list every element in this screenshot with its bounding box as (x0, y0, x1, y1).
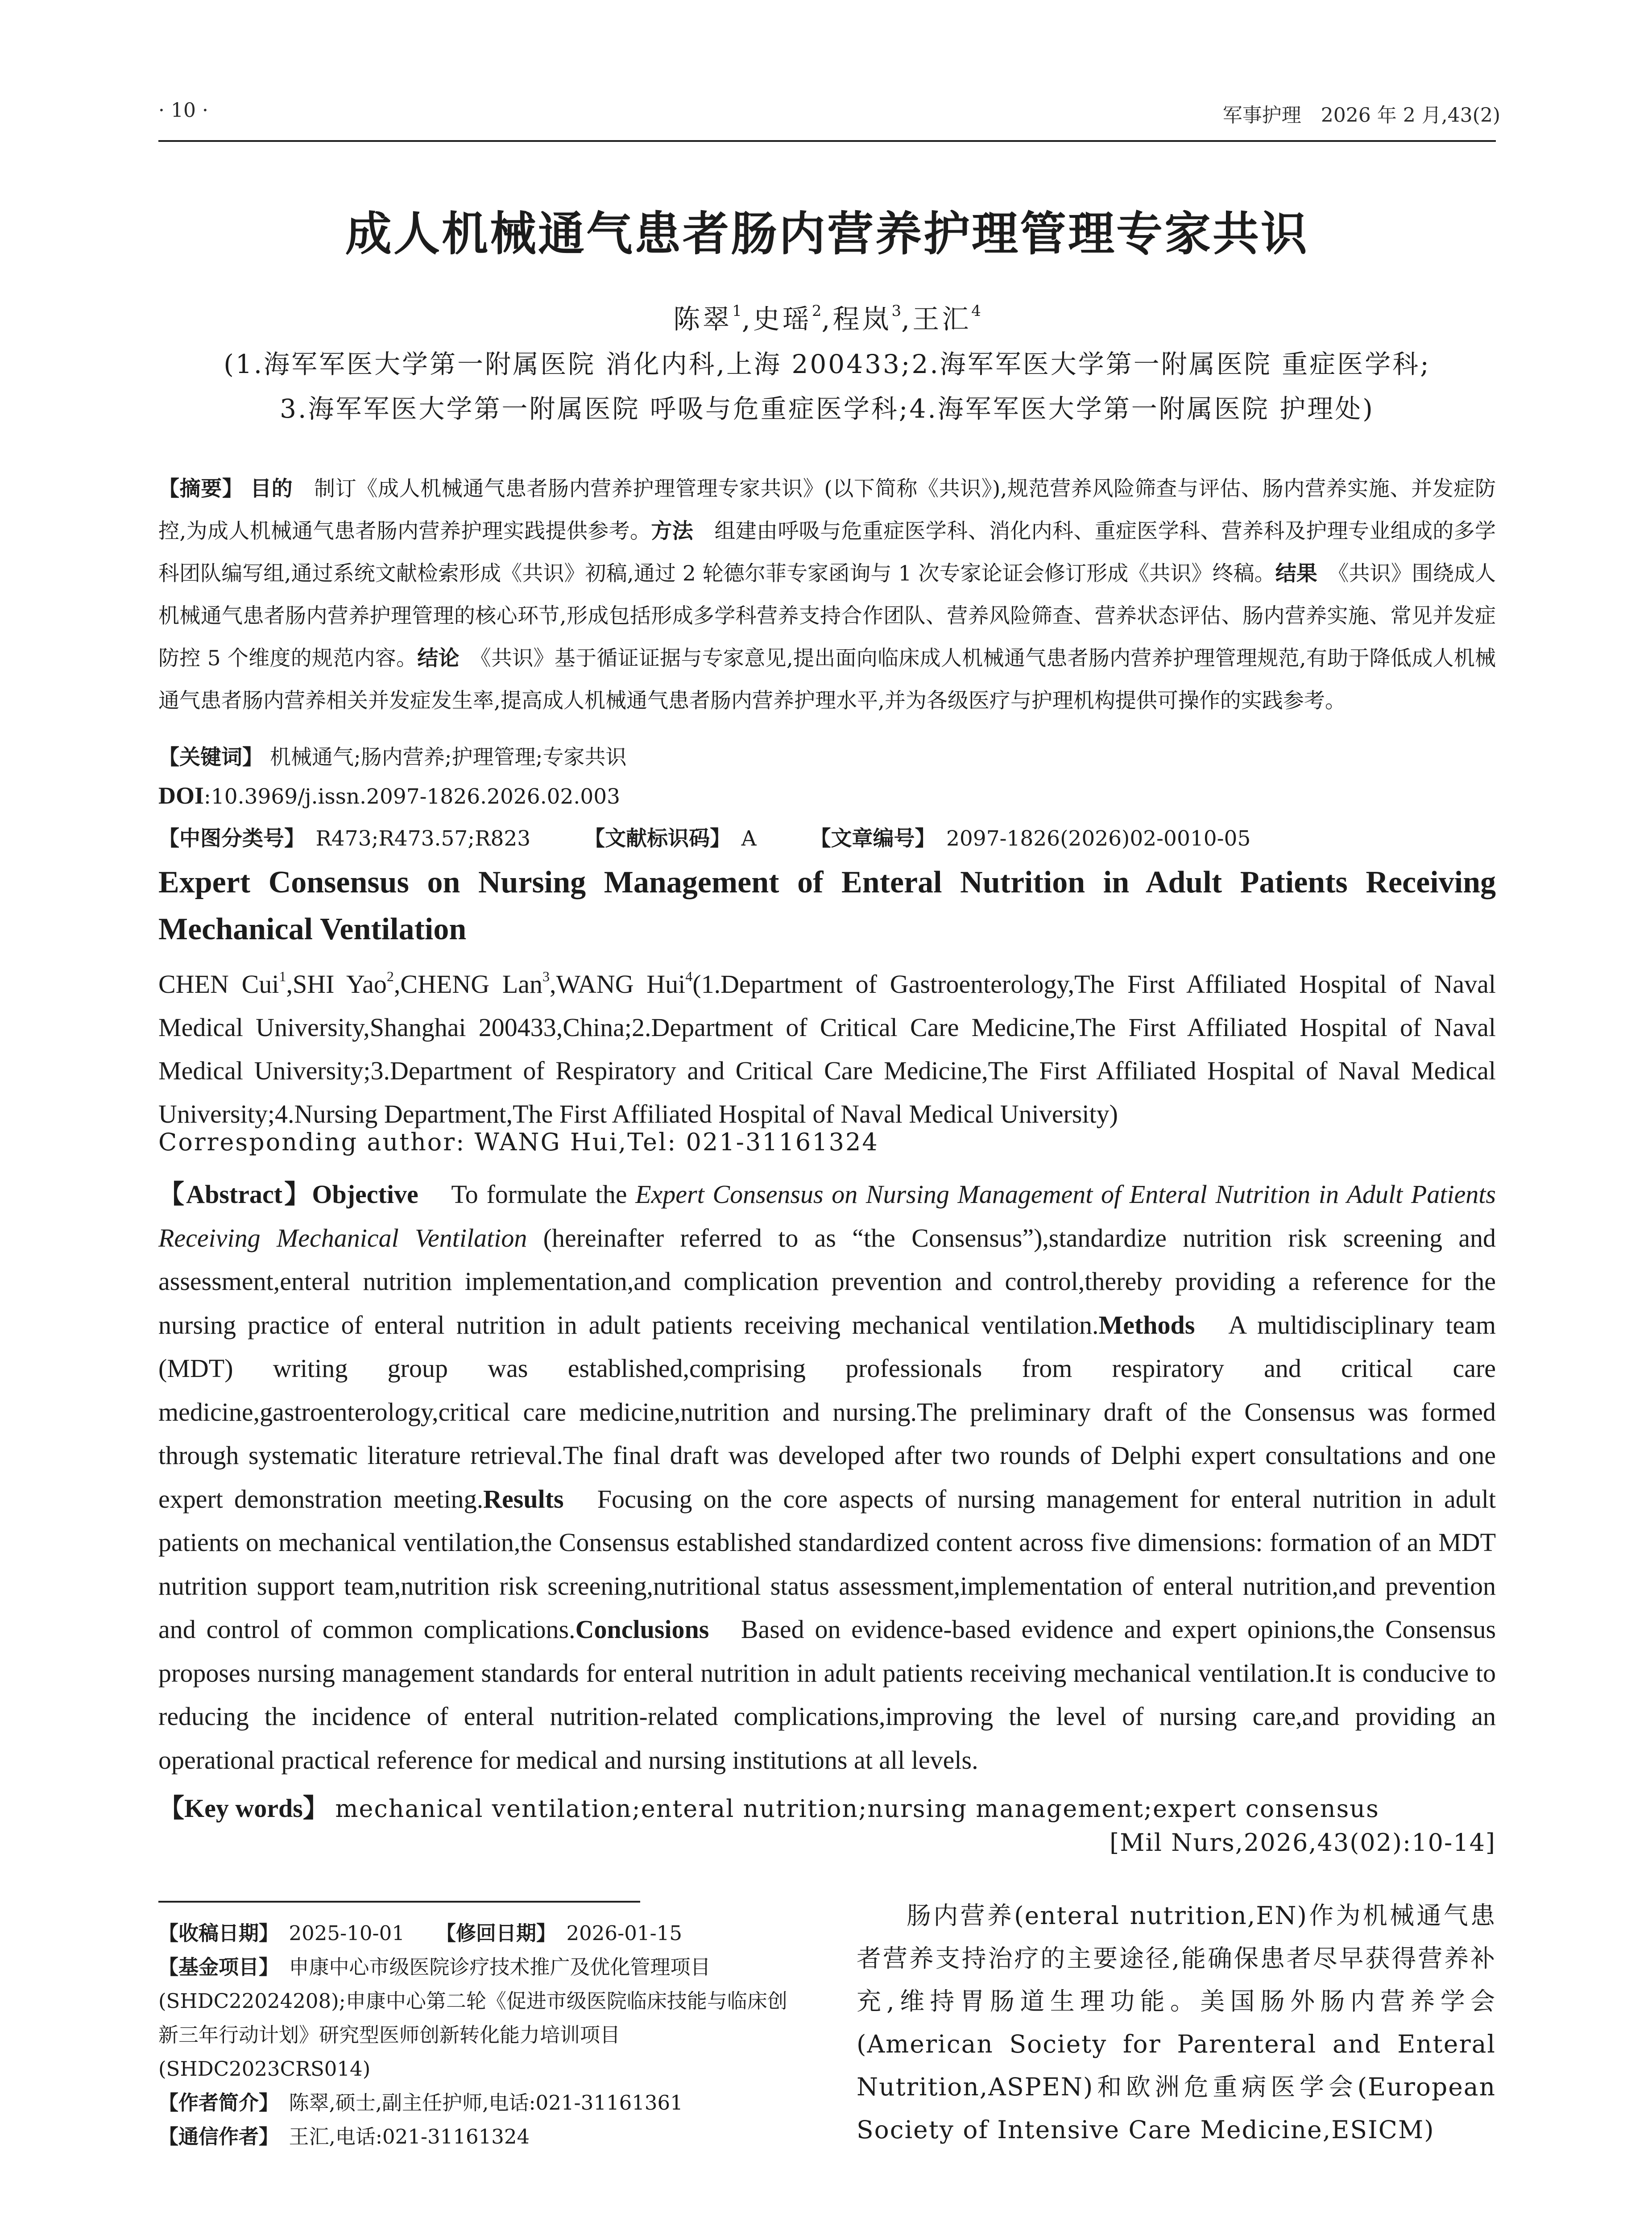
footnote-corr (158, 2120, 805, 2154)
footnote-author (158, 2086, 805, 2120)
cn-keywords-text: 机械通气;肠内营养;护理管理;专家共识 (269, 745, 627, 770)
cn-abstract-label: 【摘要】 (158, 477, 244, 501)
classification-line (158, 822, 1496, 852)
en-conclusions-label: Conclusions (575, 1615, 709, 1644)
footnote-dates (158, 1916, 805, 1950)
en-methods-text: A multidisciplinary team (MDT) writing group was established,comprising professionals from respiratory and critical care medicine,gastroenterology,critical care medicine,nutrition and nursing.The preliminary draft of the Consensus was formed through systematic literature retrieval.The final draft was developed after two rounds of Delphi expert consultations and one expert demonstration meeting. (158, 1310, 1496, 1514)
article-number-label: 【文章编号】 (810, 826, 925, 851)
en-objective-post: (hereinafter referred to as “the Consensus”),standardize nutrition risk screening and assessment,enteral nutrition implementation,and complication prevention and control,thereby providing a reference for the nursing practice of enteral nutrition in adult patients receiving mechanical ventilation. (158, 1223, 1496, 1339)
en-author-name: WANG Hui (556, 970, 686, 999)
doc-code-label: 【文献标识码】 (584, 826, 720, 851)
en-results-label: Results (483, 1484, 564, 1514)
article-title: 成人机械通气患者肠内营养护理管理专家共识 (345, 207, 1309, 261)
doi-value: :10.3969/j.issn.2097-1826.2026.02.003 (204, 784, 621, 809)
fund-text: 申康中心市级医院诊疗技术推广及优化管理项目(SHDC22024208);申康中心第二轮《促进市级医院临床技能与临床创新三年行动计划》研究型医师创新转化能力培训项目(SHDC2023CRS014) (158, 1955, 787, 2081)
author-sup: 2 (812, 302, 822, 320)
en-keywords-text: mechanical ventilation;enteral nutrition;nursing management;expert consensus (335, 1795, 1379, 1823)
doc-code-value: A (741, 826, 757, 851)
en-author-name: SHI Yao (292, 970, 387, 999)
header-rule (158, 140, 1496, 142)
english-keywords (158, 1787, 1496, 1825)
received-label: 【收稿日期】 (158, 1921, 269, 1945)
cn-objective-label: 目的 (250, 477, 293, 501)
doi-label: DOI (158, 782, 204, 809)
page-number: · 10 · (158, 99, 208, 122)
footnotes (158, 1916, 805, 2154)
fund-label: 【基金项目】 (158, 1955, 269, 1979)
cn-methods-text: 组建由呼吸与危重症医学科、消化内科、重症医学科、营养科及护理专业组成的多学科团队编写组,通过系统文献检索形成《共识》初稿,通过 2 轮德尔菲专家函询与 1 次专家论证会修订形成《共识》终稿。 (158, 519, 1496, 586)
author-name: 程岚 (832, 304, 892, 335)
en-conclusions-text: Based on evidence-based evidence and expert opinions,the Consensus proposes nursing management standards for enteral nutrition in adult patients receiving mechanical ventilation.It is conducive to reducing the incidence of enteral nutrition-related complications,improving the level of nursing care,and providing an operational practical reference for medical and nursing institutions at all levels. (158, 1615, 1496, 1775)
cn-objective-text: 制订《成人机械通气患者肠内营养护理管理专家共识》(以下简称《共识》),规范营养风险筛查与评估、肠内营养实施、并发症防控,为成人机械通气患者肠内营养护理实践提供参考。 (158, 477, 1496, 543)
corr-label: 【通信作者】 (158, 2125, 269, 2148)
affiliation-line-1: (1.海军军医大学第一附属医院 消化内科,上海 200433;2.海军军医大学第一附属医院 重症医学科; (224, 349, 1431, 379)
footnote-rule (158, 1901, 640, 1903)
en-objective-label: Objective (312, 1180, 418, 1209)
doi-line (158, 782, 1496, 809)
cn-results-label: 结果 (1275, 561, 1317, 586)
received-date: 2025-10-01 (289, 1921, 405, 1945)
en-objective-pre: To formulate the (451, 1180, 636, 1209)
cn-results-text: 《共识》围绕成人机械通气患者肠内营养护理管理的核心环节,形成包括形成多学科营养支持合作团队、营养风险筛查、营养状态评估、肠内营养实施、常见并发症防控 5 个维度的规范内容。 (158, 561, 1496, 671)
author-bio-label: 【作者简介】 (158, 2091, 269, 2115)
clc-label: 【中图分类号】 (158, 826, 295, 851)
author-name: 史瑶 (753, 304, 812, 335)
english-authors: CHEN Cui$^1$,SHI Yao$^2$,CHENG Lan$^3$,WANG Hui$^4$(1.Department of Gastroenterology,The First Affiliated Hospital of Naval Medical University,Shanghai 200433,China;2.Department of Critical Care Medicine,The First Affiliated Hospital of Naval Medical University;3.Department of Respiratory and Critical Care Medicine,The First Affiliated Hospital of Naval Medical University;4.Nursing Department,The First Affiliated Hospital of Naval Medical University) (158, 968, 1496, 1128)
revised-date: 2026-01-15 (566, 1921, 682, 1945)
en-results-text: Focusing on the core aspects of nursing management for enteral nutrition in adult patients on mechanical ventilation,the Consensus established standardized content across five dimensions: formation of an MDT nutrition support team,nutrition risk screening,nutritional status assessment,implementation of enteral nutrition,and prevention and control of common complications. (158, 1484, 1496, 1644)
author-list: 陈翠$^1$,史瑶$^2$,程岚$^3$,王汇$^4$ (673, 302, 981, 335)
en-affiliation-text: (1.Department of Gastroenterology,The First Affiliated Hospital of Naval Medical University,Shanghai 200433,China;2.Department of Critical Care Medicine,The First Affiliated Hospital of Naval Medical University;3.Department of Respiratory and Critical Care Medicine,The First Affiliated Hospital of Naval Medical University;4.Nursing Department,The First Affiliated Hospital of Naval Medical University) (158, 970, 1496, 1128)
article-number-value: 2097-1826(2026)02-0010-05 (946, 826, 1251, 851)
en-author-sup: 1 (279, 968, 286, 984)
en-objective-italic: Expert Consensus on Nursing Management of Enteral Nutrition in Adult Patients Receiving Mechanical Ventilation (158, 1180, 1496, 1252)
en-author-name: CHEN Cui (158, 970, 279, 999)
affiliation-line-2: 3.海军军医大学第一附属医院 呼吸与危重症医学科;4.海军军医大学第一附属医院 护理处) (280, 394, 1375, 424)
cn-keywords-label: 【关键词】 (158, 745, 263, 770)
en-keywords-label: 【Key words】 (158, 1794, 329, 1823)
body-paragraph: 肠内营养(enteral nutrition,EN)作为机械通气患者营养支持治疗的主要途径,能确保患者尽早获得营养补充,维持胃肠道生理功能。美国肠外肠内营养学会(American Society for Parenteral and Enteral Nutrition,ASPEN)和欧洲危重病医学会(European Society of Intensive Care Medicine,ESICM) (857, 1901, 1496, 2144)
en-abstract-label: 【Abstract】 (158, 1180, 312, 1209)
cn-methods-label: 方法 (651, 519, 694, 543)
en-methods-label: Methods (1098, 1310, 1195, 1339)
cn-abstract (158, 468, 1496, 722)
author-name: 王汇 (912, 304, 972, 335)
journal-header: 军事护理 2026 年 2 月,43(2) (1222, 104, 1500, 127)
cn-conclusion-text: 《共识》基于循证证据与专家意见,提出面向临床成人机械通气患者肠内营养护理管理规范,有助于降低成人机械通气患者肠内营养相关并发症发生率,提高成人机械通气患者肠内营养护理水平,并为各级医疗与护理机构提供可操作的实践参考。 (158, 646, 1496, 713)
body-text-column (857, 1894, 1496, 2151)
english-title: Expert Consensus on Nursing Management of Enteral Nutrition in Adult Patients Receiving Mechanical Ventilation (158, 865, 1496, 946)
en-author-sup: 3 (542, 968, 550, 984)
english-abstract (158, 1173, 1496, 1782)
clc-value: R473;R473.57;R823 (315, 826, 531, 851)
corresponding-author: Corresponding author: WANG Hui,Tel: 021-31161324 (158, 1128, 879, 1156)
footnote-fund (158, 1950, 805, 2086)
en-author-sup: 4 (685, 968, 693, 984)
cn-keywords (158, 741, 1496, 771)
author-sup: 1 (732, 302, 742, 320)
citation: [Mil Nurs,2026,43(02):10-14] (1110, 1829, 1496, 1857)
cn-conclusion-label: 结论 (417, 646, 460, 671)
revised-label: 【修回日期】 (435, 1921, 547, 1945)
author-name: 陈翠 (673, 304, 733, 335)
author-sup: 4 (971, 302, 981, 320)
corr-text: 王汇,电话:021-31161324 (289, 2125, 530, 2148)
author-sup: 3 (891, 302, 902, 320)
author-bio-text: 陈翠,硕士,副主任护师,电话:021-31161361 (289, 2091, 683, 2115)
en-author-name: CHENG Lan (400, 970, 543, 999)
en-author-sup: 2 (386, 968, 394, 984)
